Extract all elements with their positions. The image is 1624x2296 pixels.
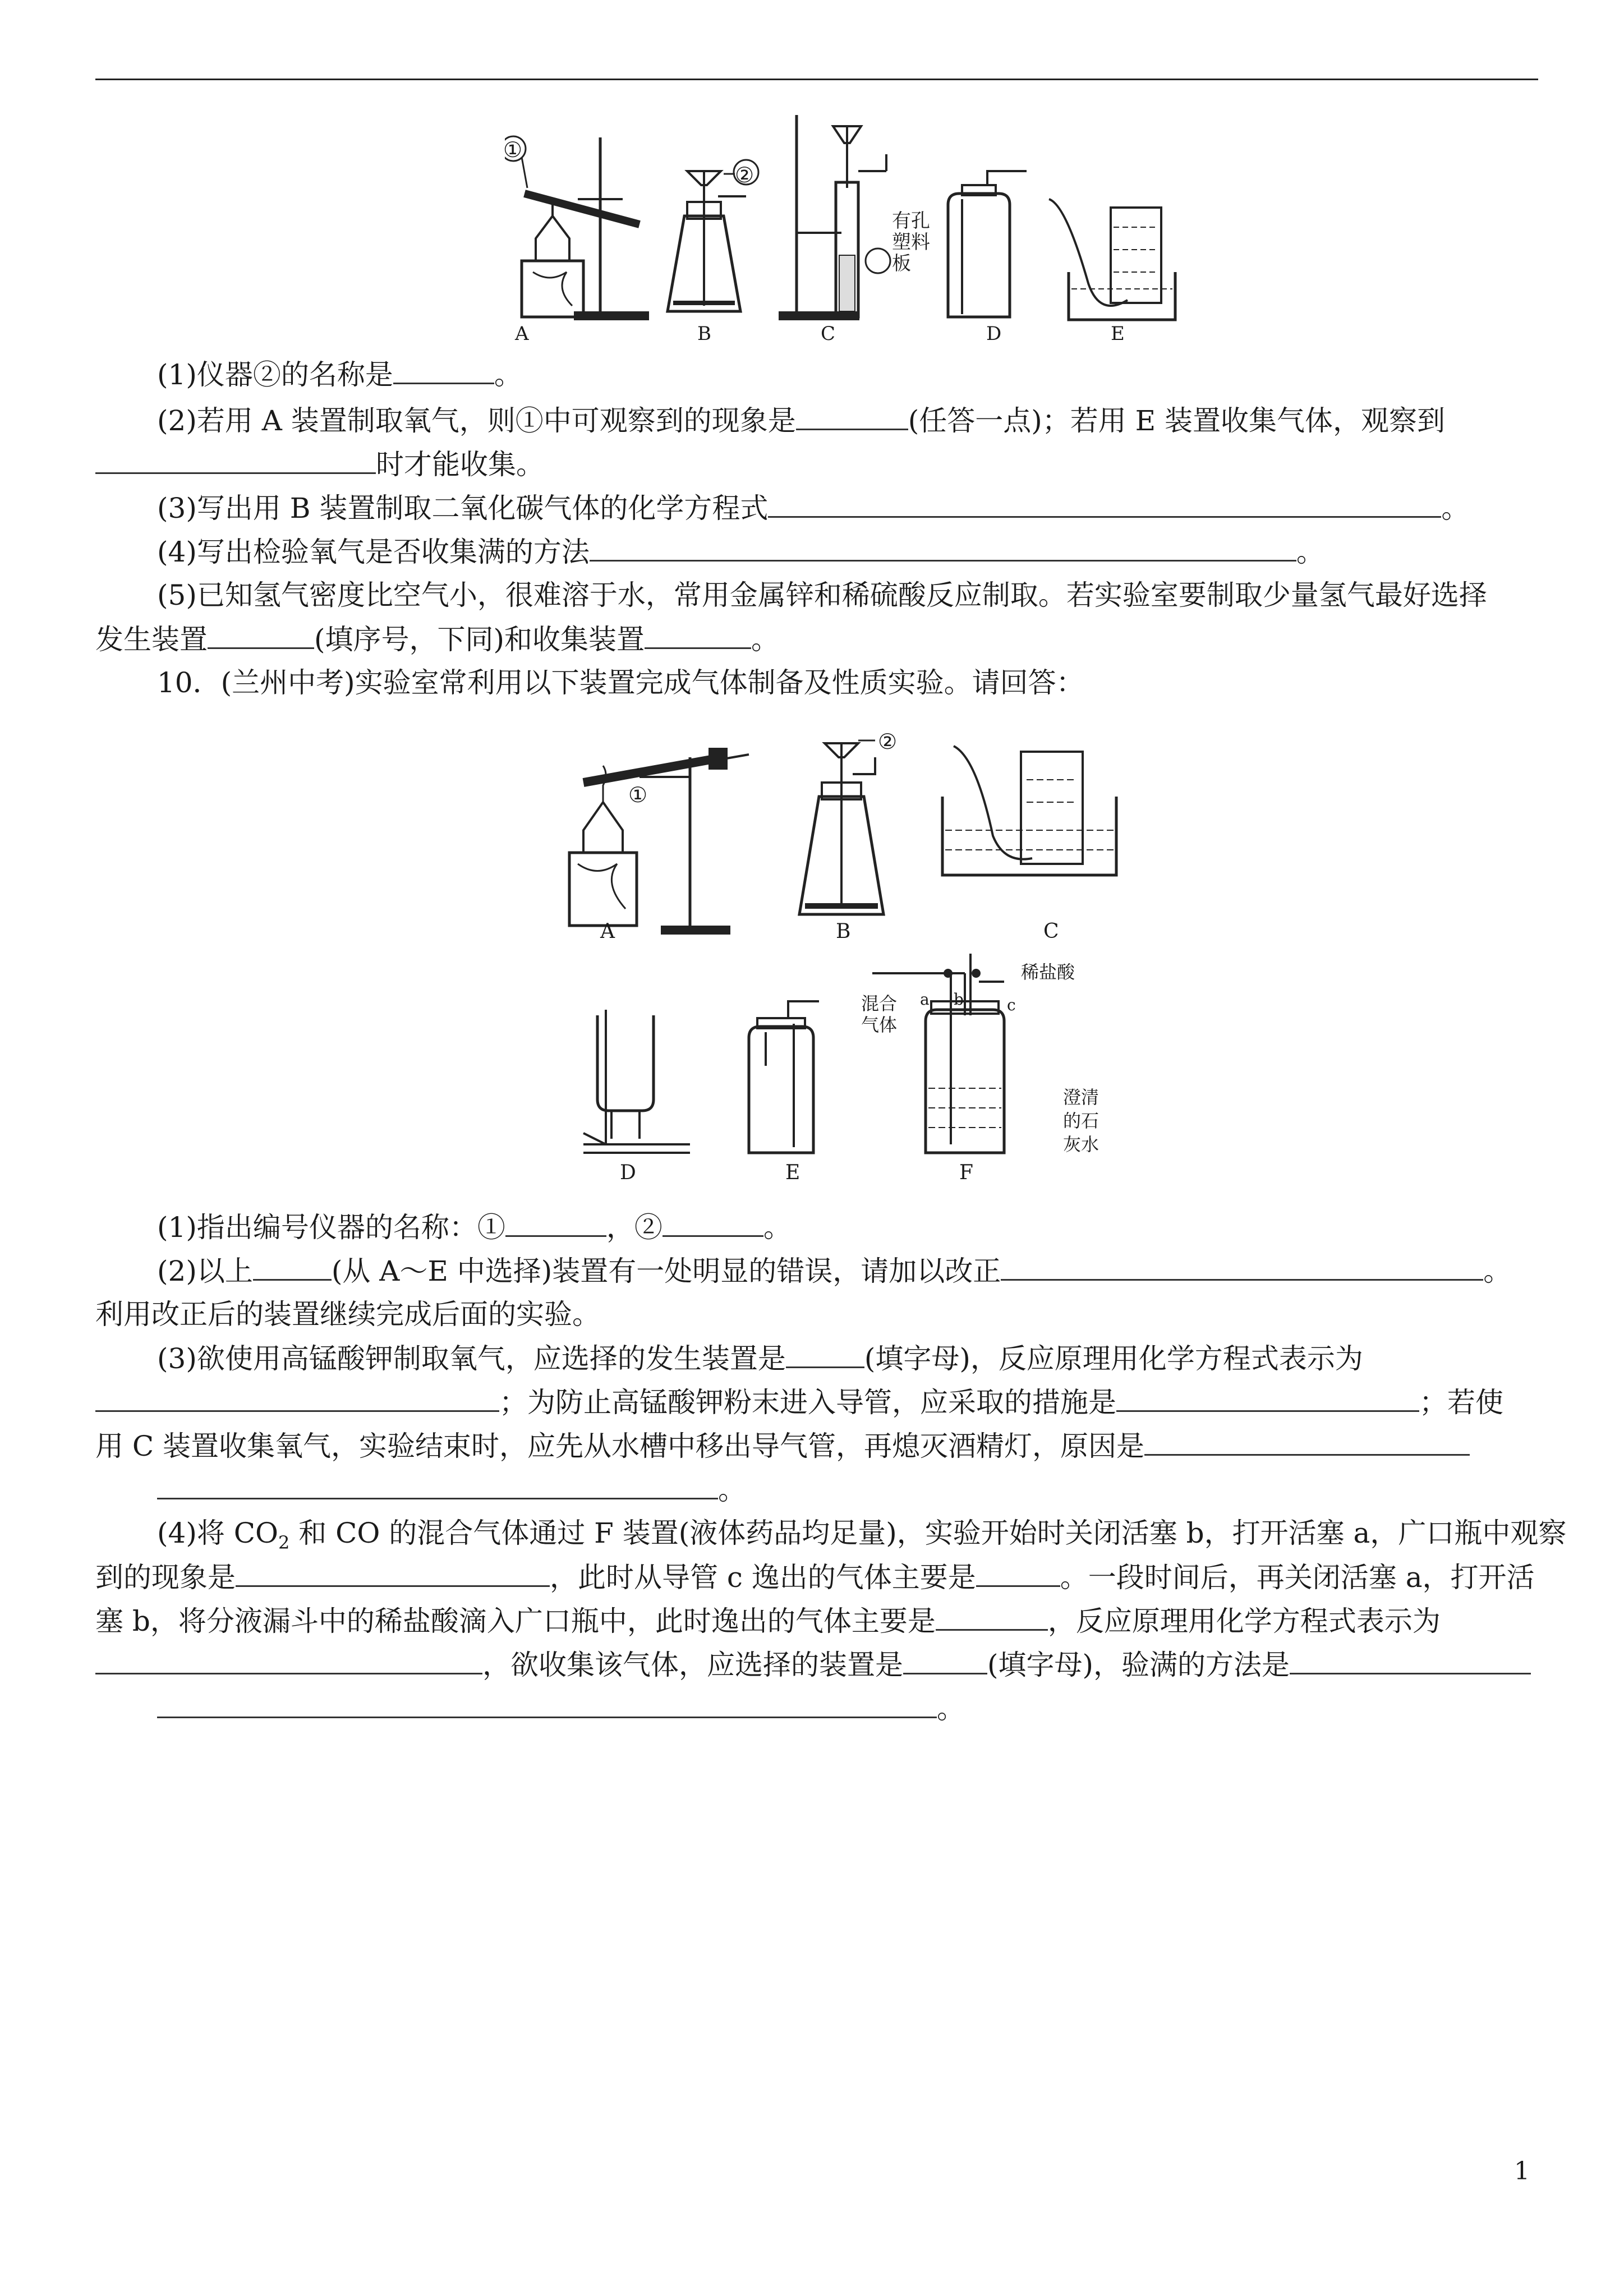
figure-2-label-e: E: [785, 1161, 801, 1184]
q10-part-3-line-4: 。: [95, 1469, 1600, 1511]
answer-blank[interactable]: [393, 353, 494, 384]
apparatus-d-bottle: [948, 171, 1027, 317]
answer-blank[interactable]: [157, 1687, 937, 1718]
apparatus-e-trough: [1049, 199, 1175, 320]
figure-2-apparatus-top: [561, 724, 1122, 942]
figure-2-label-d: D: [620, 1161, 636, 1184]
figure-1-label-e: E: [1111, 323, 1125, 345]
answer-blank[interactable]: [976, 1556, 1060, 1587]
answer-blank[interactable]: [936, 1600, 1048, 1631]
f2-apparatus-f: [872, 954, 1004, 1153]
f2-valve-b: b: [954, 990, 964, 1009]
answer-blank[interactable]: [1001, 1250, 1483, 1281]
q10-part-1: (1)指出编号仪器的名称：① ，② 。: [95, 1206, 1600, 1248]
q10-intro: 10．(兰州中考)实验室常利用以下装置完成气体制备及性质实验。请回答：: [157, 666, 1084, 699]
page-number: 1: [1514, 2157, 1530, 2185]
figure-1-marker-2: ②: [735, 163, 755, 187]
q9-part-5-line-1: (5)已知氢气密度比空气小，很难溶于水，常用金属锌和稀硫酸反应制取。若实验室要制取少量氢气最好选择: [157, 579, 1487, 611]
answer-blank[interactable]: [590, 531, 1296, 562]
q9-part-4: (4)写出检验氧气是否收集满的方法 。: [95, 531, 1600, 573]
q10-part-3-line-1: (3)欲使用高锰酸钾制取氧气，应选择的发生装置是 (填字母)，反应原理用化学方程式表示为: [95, 1337, 1600, 1379]
answer-blank[interactable]: [95, 1644, 482, 1674]
f2-f-gas-text: [861, 993, 897, 1036]
f2-apparatus-d: [583, 1010, 690, 1153]
f2-apparatus-a: [569, 749, 749, 933]
q10-part-4-line-2: 到的现象是 ，此时从导管 c 逸出的气体主要是 。一段时间后，再关闭活塞 a，打开活: [95, 1556, 1538, 1598]
limewater-text-2: 的石: [1063, 1110, 1099, 1131]
limewater-text-3: 灰水: [1063, 1134, 1099, 1155]
figure-2-label-c: C: [1043, 920, 1059, 943]
answer-blank[interactable]: [157, 1469, 718, 1499]
answer-blank[interactable]: [786, 1337, 864, 1368]
figure-1-label-a: A: [515, 323, 529, 345]
figure-1-label-b: B: [697, 323, 711, 345]
q10-part-3-line-3: 用 C 装置收集氧气，实验结束时，应先从水槽中移出导气管，再熄灭酒精灯，原因是: [95, 1425, 1538, 1467]
q10-part-4-line-1: (4)将 $CO_2$ 和 CO 的混合气体通过 F 装置(液体药品均足量)，实验开始时关闭活塞 b，打开活塞 a，广口瓶中观察: [157, 1517, 1567, 1553]
figure-1-marker-1: ①: [503, 137, 523, 162]
f2-apparatus-c: [942, 746, 1116, 875]
figure-2-marker-2: ②: [878, 729, 898, 754]
f2-limewater-label: [1063, 1085, 1099, 1156]
plate-text-1: 有孔: [892, 210, 930, 232]
answer-blank[interactable]: [645, 618, 751, 649]
answer-blank[interactable]: [663, 1206, 763, 1237]
answer-blank[interactable]: [95, 443, 376, 474]
answer-blank[interactable]: [1116, 1381, 1419, 1412]
plate-text-3: 板: [892, 252, 911, 275]
answer-blank[interactable]: [1290, 1644, 1531, 1674]
apparatus-a-heating: [505, 136, 648, 319]
figure-1-apparatus: [505, 104, 1178, 345]
q10-part-3-line-2: ；为防止高锰酸钾粉末进入导管，应采取的措施是 ；若使: [95, 1381, 1538, 1423]
answer-blank[interactable]: [505, 1206, 606, 1237]
figure-2-label-f: F: [959, 1161, 973, 1184]
q9-part-1: (1)仪器②的名称是 。: [95, 353, 1600, 395]
f2-gas-text-1: 混合: [861, 993, 898, 1014]
q9-part-2-line-2: 时才能收集。: [95, 443, 1538, 485]
answer-blank[interactable]: [768, 487, 1441, 518]
answer-blank[interactable]: [903, 1644, 987, 1674]
header-rule: [95, 79, 1538, 80]
q10-part-2-line-1: (2)以上 (从 A～E 中选择)装置有一处明显的错误，请加以改正 。: [95, 1250, 1600, 1292]
apparatus-c-tube: [780, 115, 890, 319]
f2-valve-c: c: [1007, 996, 1016, 1014]
answer-blank[interactable]: [796, 399, 908, 430]
figure-2-marker-1: ①: [628, 783, 648, 807]
q10-part-4-line-3: 塞 b，将分液漏斗中的稀盐酸滴入广口瓶中，此时逸出的气体主要是 ，反应原理用化学方程式表示为: [95, 1600, 1538, 1642]
f2-acid-label: 稀盐酸: [1021, 961, 1075, 983]
figure-1-label-c: C: [821, 323, 836, 345]
answer-blank[interactable]: [208, 618, 314, 649]
figure-2-apparatus-bottom: [561, 954, 1122, 1178]
q9-part-2-line-1: (2)若用 A 装置制取氧气，则①中可观察到的现象是 (任答一点)；若用 E 装置收集气体，观察到: [95, 399, 1600, 441]
figure-1-plate-text: [892, 210, 930, 274]
f2-apparatus-b: [799, 740, 884, 914]
figure-2-label-a: A: [600, 920, 615, 943]
limewater-text-1: 澄清: [1063, 1087, 1099, 1108]
answer-blank[interactable]: [1144, 1425, 1470, 1456]
q10-part-2-line-2: 利用改正后的装置继续完成后面的实验。: [95, 1298, 600, 1331]
f2-valve-a: a: [920, 990, 930, 1009]
answer-blank[interactable]: [236, 1556, 550, 1587]
q9-part-3: (3)写出用 B 装置制取二氧化碳气体的化学方程式 。: [95, 487, 1600, 529]
answer-blank[interactable]: [253, 1250, 332, 1281]
q10-part-4-line-5: 。: [95, 1687, 1600, 1729]
figure-1-label-d: D: [986, 323, 1002, 345]
q9-part-5-line-2: 发生装置 (填序号，下同)和收集装置 。: [95, 618, 1538, 660]
plate-text-2: 塑料: [892, 231, 930, 254]
f2-apparatus-e: [749, 1001, 819, 1153]
answer-blank[interactable]: [95, 1381, 499, 1412]
f2-gas-text-2: 气体: [861, 1014, 898, 1036]
q10-part-4-line-4: ，欲收集该气体，应选择的装置是 (填字母)，验满的方法是: [95, 1644, 1538, 1686]
figure-2-label-b: B: [836, 920, 851, 943]
